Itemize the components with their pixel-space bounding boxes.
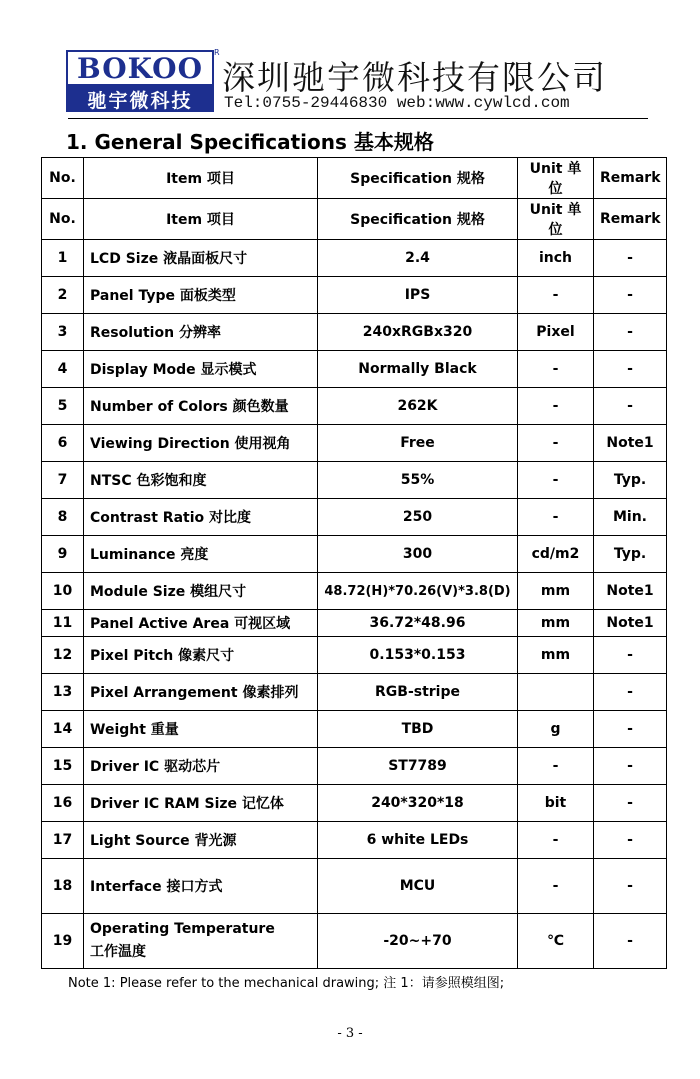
table-row xyxy=(42,536,667,573)
cell-spec: MCU xyxy=(318,859,518,914)
cell-no: 13 xyxy=(42,674,84,711)
header-no: No. xyxy=(42,158,84,199)
table-row xyxy=(42,462,667,499)
cell-item: Panel Active Area 可视区域 xyxy=(84,610,318,637)
cell-remark: Note1 xyxy=(594,425,667,462)
header-divider xyxy=(68,118,648,119)
cell-item: Pixel Pitch 像素尺寸 xyxy=(84,637,318,674)
cell-unit: - xyxy=(518,859,594,914)
table-header-row xyxy=(42,199,667,240)
table-row xyxy=(42,573,667,610)
cell-item: Driver IC RAM Size 记忆体 xyxy=(84,785,318,822)
table-row xyxy=(42,674,667,711)
cell-remark: Typ. xyxy=(594,462,667,499)
table-row xyxy=(42,822,667,859)
cell-no: 7 xyxy=(42,462,84,499)
cell-spec: 262K xyxy=(318,388,518,425)
cell-unit: Pixel xyxy=(518,314,594,351)
cell-item: Viewing Direction 使用视角 xyxy=(84,425,318,462)
cell-unit: cd/m2 xyxy=(518,536,594,573)
cell-item: Module Size 模组尺寸 xyxy=(84,573,318,610)
cell-item xyxy=(84,914,318,969)
cell-no: 16 xyxy=(42,785,84,822)
company-contact: Tel:0755-29446830 web:www.cywlcd.com xyxy=(224,94,570,112)
cell-unit: - xyxy=(518,277,594,314)
cell-spec: 240*320*18 xyxy=(318,785,518,822)
cell-item: NTSC 色彩饱和度 xyxy=(84,462,318,499)
cell-no: 19 xyxy=(42,914,84,969)
cell-remark: - xyxy=(594,637,667,674)
cell-spec: RGB-stripe xyxy=(318,674,518,711)
cell-remark: - xyxy=(594,748,667,785)
cell-remark: - xyxy=(594,314,667,351)
cell-unit: - xyxy=(518,748,594,785)
cell-item: Panel Type 面板类型 xyxy=(84,277,318,314)
cell-spec: 55% xyxy=(318,462,518,499)
cell-unit xyxy=(518,674,594,711)
cell-spec: 240xRGBx320 xyxy=(318,314,518,351)
table-row xyxy=(42,351,667,388)
table-row xyxy=(42,610,667,637)
company-logo xyxy=(66,48,220,114)
table-row xyxy=(42,240,667,277)
cell-remark: - xyxy=(594,711,667,748)
cell-item: LCD Size 液晶面板尺寸 xyxy=(84,240,318,277)
cell-unit: mm xyxy=(518,637,594,674)
cell-remark: - xyxy=(594,859,667,914)
cell-remark: - xyxy=(594,277,667,314)
cell-no: 11 xyxy=(42,610,84,637)
cell-item-line: Operating Temperature xyxy=(90,921,275,937)
footnote: Note 1: Please refer to the mechanical drawing; 注 1：请参照模组图; xyxy=(68,976,505,991)
cell-remark: Min. xyxy=(594,499,667,536)
cell-unit: - xyxy=(518,822,594,859)
cell-remark: Note1 xyxy=(594,610,667,637)
spec-table-body xyxy=(42,158,667,969)
spec-table xyxy=(41,157,667,969)
cell-no: 14 xyxy=(42,711,84,748)
table-row xyxy=(42,859,667,914)
cell-spec: ST7789 xyxy=(318,748,518,785)
cell-no: 15 xyxy=(42,748,84,785)
cell-item: Contrast Ratio 对比度 xyxy=(84,499,318,536)
cell-no: 2 xyxy=(42,277,84,314)
cell-unit: - xyxy=(518,388,594,425)
cell-no: 17 xyxy=(42,822,84,859)
cell-unit: g xyxy=(518,711,594,748)
header-remark: Remark xyxy=(594,158,667,199)
cell-spec: 250 xyxy=(318,499,518,536)
cell-item: Driver IC 驱动芯片 xyxy=(84,748,318,785)
cell-remark: - xyxy=(594,914,667,969)
registered-mark: R xyxy=(214,48,220,57)
cell-no: 10 xyxy=(42,573,84,610)
header-unit: Unit 单位 xyxy=(518,199,594,240)
table-row xyxy=(42,637,667,674)
cell-no: 12 xyxy=(42,637,84,674)
cell-remark: - xyxy=(594,785,667,822)
cell-unit: mm xyxy=(518,573,594,610)
logo-wordmark xyxy=(66,50,214,86)
cell-spec: Free xyxy=(318,425,518,462)
cell-item: Light Source 背光源 xyxy=(84,822,318,859)
cell-spec: 300 xyxy=(318,536,518,573)
header-spec: Specification 规格 xyxy=(318,158,518,199)
cell-no: 5 xyxy=(42,388,84,425)
page-number: - 3 - xyxy=(337,1026,363,1041)
section-title: 1. General Specifications 基本规格 xyxy=(66,130,434,154)
table-row xyxy=(42,425,667,462)
cell-no: 9 xyxy=(42,536,84,573)
table-row xyxy=(42,711,667,748)
cell-spec: 48.72(H)*70.26(V)*3.8(D) xyxy=(318,573,518,610)
table-row xyxy=(42,785,667,822)
cell-unit: - xyxy=(518,425,594,462)
cell-remark: Typ. xyxy=(594,536,667,573)
cell-spec: TBD xyxy=(318,711,518,748)
company-name: 深圳驰宇微科技有限公司 xyxy=(222,58,607,97)
cell-item: Display Mode 显示模式 xyxy=(84,351,318,388)
cell-unit: - xyxy=(518,351,594,388)
cell-remark: - xyxy=(594,674,667,711)
table-header-row xyxy=(42,158,667,199)
cell-remark: - xyxy=(594,388,667,425)
cell-unit: inch xyxy=(518,240,594,277)
cell-item: Weight 重量 xyxy=(84,711,318,748)
header-item: Item 项目 xyxy=(84,199,318,240)
header-spec: Specification 规格 xyxy=(318,199,518,240)
cell-item: Pixel Arrangement 像素排列 xyxy=(84,674,318,711)
cell-item: Resolution 分辨率 xyxy=(84,314,318,351)
cell-remark: - xyxy=(594,240,667,277)
cell-unit: - xyxy=(518,499,594,536)
cell-item: Number of Colors 颜色数量 xyxy=(84,388,318,425)
cell-item: Interface 接口方式 xyxy=(84,859,318,914)
table-row xyxy=(42,277,667,314)
table-row xyxy=(42,914,667,969)
cell-spec: 6 white LEDs xyxy=(318,822,518,859)
cell-remark: Note1 xyxy=(594,573,667,610)
header-item: Item 项目 xyxy=(84,158,318,199)
cell-unit: ℃ xyxy=(518,914,594,969)
cell-spec: Normally Black xyxy=(318,351,518,388)
cell-no: 6 xyxy=(42,425,84,462)
cell-no: 3 xyxy=(42,314,84,351)
cell-no: 18 xyxy=(42,859,84,914)
cell-spec: 0.153*0.153 xyxy=(318,637,518,674)
table-row xyxy=(42,314,667,351)
header-remark: Remark xyxy=(594,199,667,240)
table-row xyxy=(42,388,667,425)
cell-item: Luminance 亮度 xyxy=(84,536,318,573)
cell-no: 4 xyxy=(42,351,84,388)
cell-spec: 2.4 xyxy=(318,240,518,277)
cell-item-line: 工作温度 xyxy=(90,944,146,960)
cell-remark: - xyxy=(594,822,667,859)
cell-spec: -20~+70 xyxy=(318,914,518,969)
table-row xyxy=(42,748,667,785)
header-no: No. xyxy=(42,199,84,240)
table-row xyxy=(42,499,667,536)
cell-unit: - xyxy=(518,462,594,499)
cell-unit: bit xyxy=(518,785,594,822)
cell-remark: - xyxy=(594,351,667,388)
cell-unit: mm xyxy=(518,610,594,637)
cell-spec: IPS xyxy=(318,277,518,314)
logo-text: BOKOO xyxy=(77,51,203,85)
cell-no: 1 xyxy=(42,240,84,277)
cell-spec: 36.72*48.96 xyxy=(318,610,518,637)
cell-no: 8 xyxy=(42,499,84,536)
logo-subtitle: 驰宇微科技 xyxy=(66,86,214,112)
header-unit: Unit 单位 xyxy=(518,158,594,199)
